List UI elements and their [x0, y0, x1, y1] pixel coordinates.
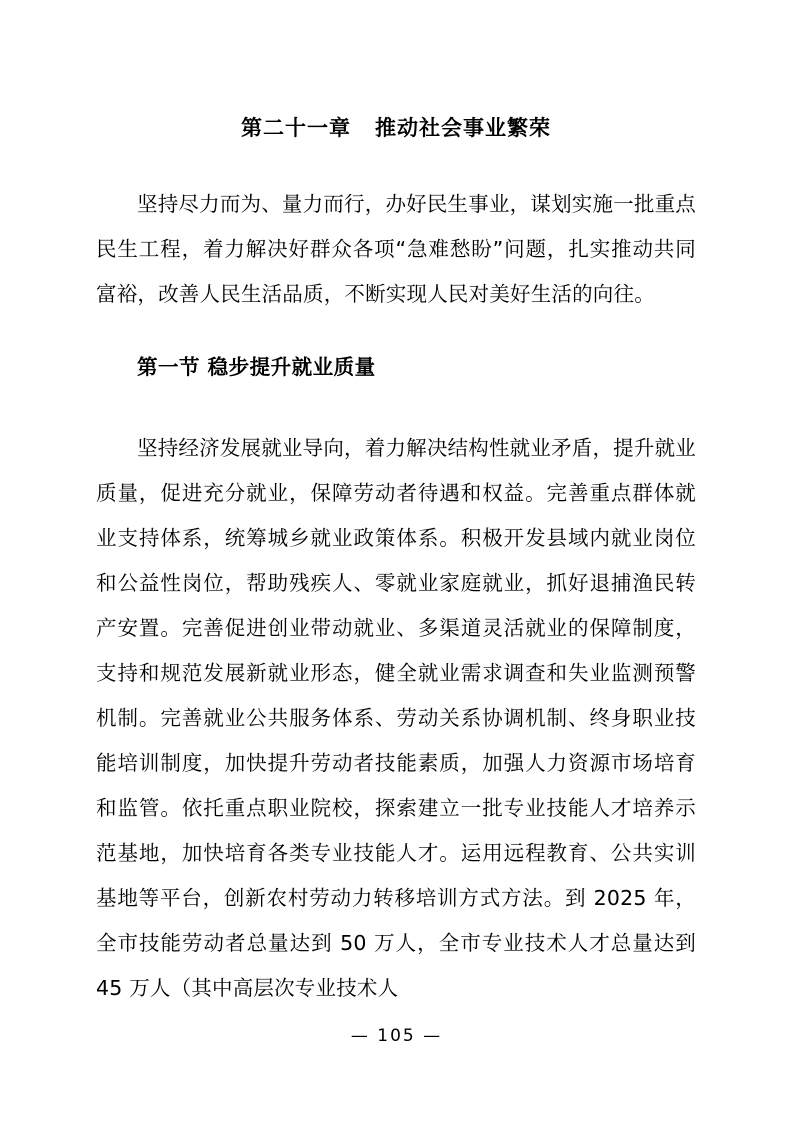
section-body-paragraph: 坚持经济发展就业导向，着力解决结构性就业矛盾，提升就业质量，促进充分就业，保障劳动者待遇和权益。完善重点群体就业支持体系，统筹城乡就业政策体系。积极开发县域内就业岗位和公益性岗位，帮助残疾人、零就业家庭就业，抓好退捕渔民转产安置。完善促进创业带动就业、多渠道灵活就业的保障制度，支持和规范发展新就业形态，健全就业需求调查和失业监测预警机制。完善就业公共服务体系、劳动关系协调机制、终身职业技能培训制度，加快提升劳动者技能素质，加强人力资源市场培育和监管。依托重点职业院校，探索建立一批专业技能人才培养示范基地，加快培育各类专业技能人才。运用远程教育、公共实训基地等平台，创新农村劳动力转移培训方式方法。到 2025 年，全市技能劳动者总量达到 50 万人，全市专业技术人才总量达到 45 万人（其中高层次专业技术人 [96, 436, 696, 1000]
chapter-title [96, 110, 696, 146]
page-content [96, 110, 696, 1011]
spacer-after-title [96, 164, 696, 182]
page-footer-number: — 105 — [350, 1026, 443, 1046]
chapter-title-text: 推动社会事业繁荣 [375, 116, 551, 140]
spacer-after-section-title [96, 400, 696, 426]
section-title: 第一节 稳步提升就业质量 [137, 355, 376, 379]
chapter-intro-paragraph: 坚持尽力而为、量力而行，办好民生事业，谋划实施一批重点民生工程，着力解决好群众各项“急难愁盼”问题，扎实推动共同富裕，改善人民生活品质，不断实现人民对美好生活的向往。 [96, 192, 696, 306]
chapter-title-number: 第二十一章 [241, 116, 351, 140]
